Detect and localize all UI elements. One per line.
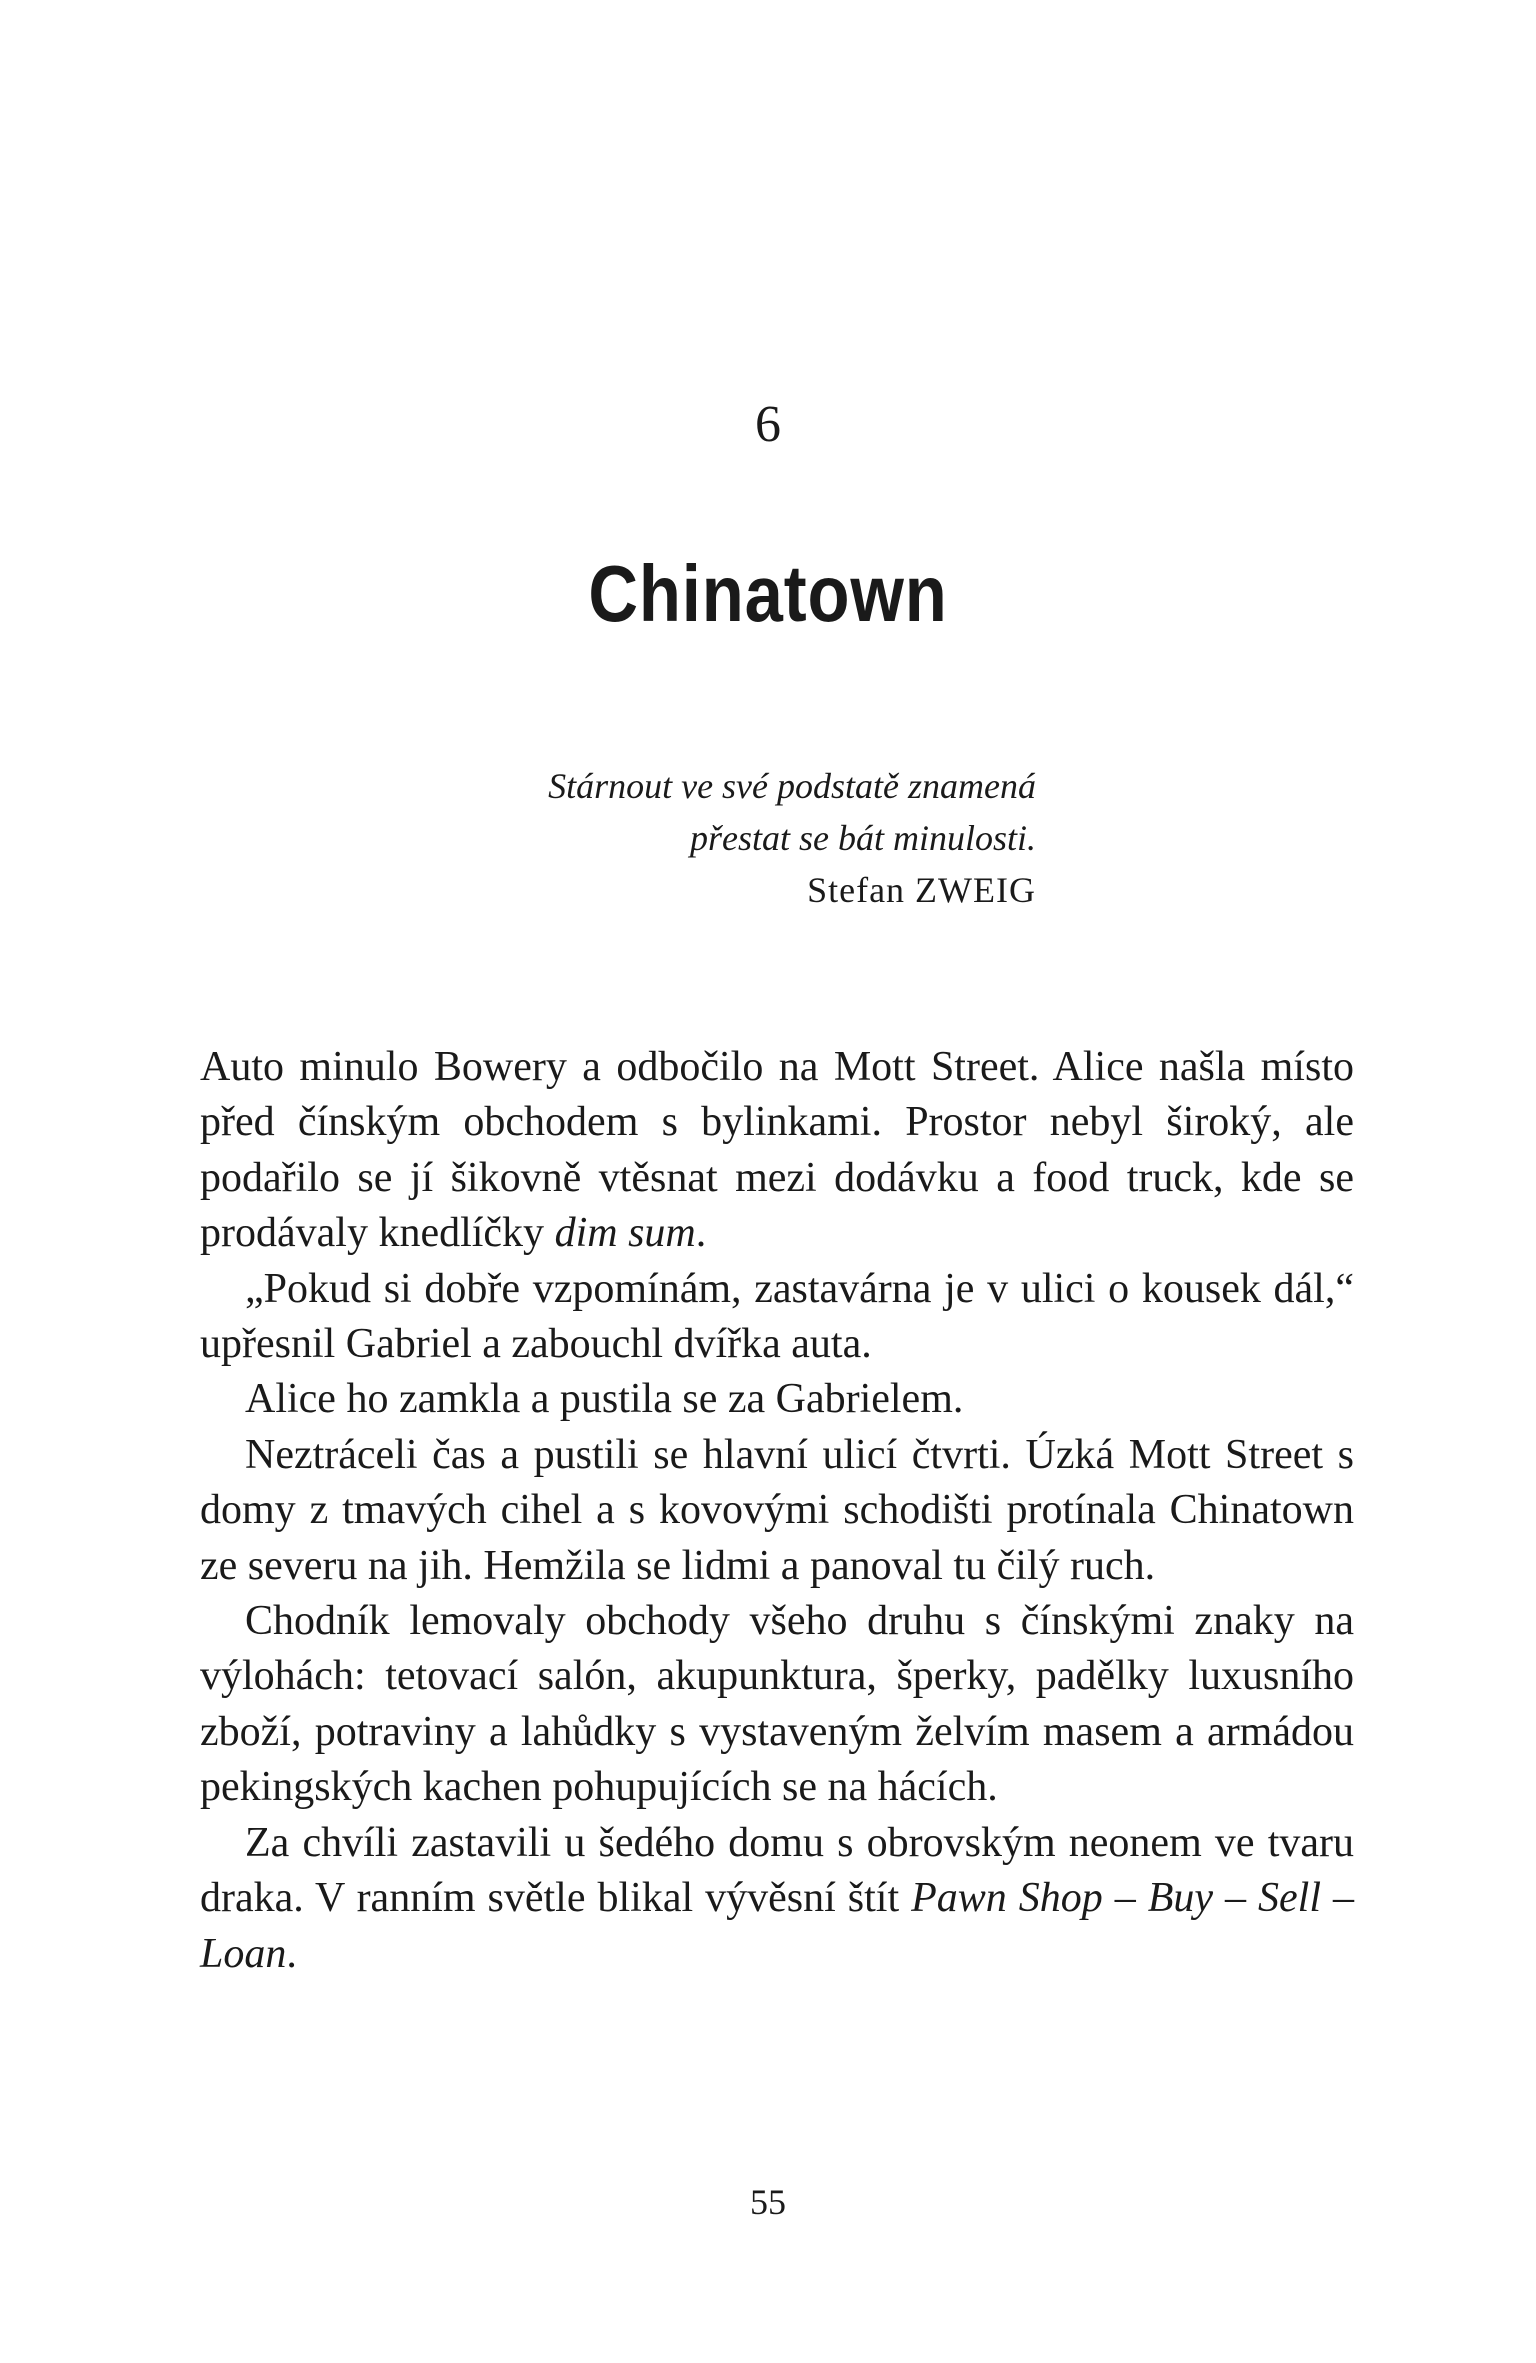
paragraph: „Pokud si dobře vzpomínám, zastavárna je v ulici o kousek dál,“ upřesnil Gabriel a zabouchl dvířka auta.	[200, 1265, 1354, 1368]
chapter-body	[200, 1040, 1354, 1982]
paragraph	[200, 1816, 1354, 1982]
paragraph: Alice ho zamkla a pustila se za Gabrielem.	[245, 1376, 964, 1423]
page-number: 55	[750, 2182, 786, 2222]
epigraph-author: Stefan ZWEIG	[807, 870, 1036, 910]
paragraph-text: Auto minulo Bowery a odbočilo na Mott Street. Alice našla místo před čínským obchodem s bylinkami. Prostor nebyl široký, ale podařilo se jí šikovně vtěsnat mezi dodávku a food truck, kde se prodávaly knedlíčky	[200, 1044, 1354, 1257]
italic-sign-text: Pawn Shop – Buy – Sell – Loan	[200, 1875, 1354, 1977]
chapter-title: Chinatown	[588, 549, 948, 638]
epigraph	[548, 760, 1036, 916]
paragraph	[200, 1040, 1354, 1262]
epigraph-line: Stárnout ve své podstatě znamená	[548, 766, 1036, 806]
paragraph-text: .	[695, 1210, 707, 1257]
epigraph-line: přestat se bát minulosti.	[689, 818, 1036, 858]
italic-term: dim sum	[554, 1210, 696, 1257]
paragraph: Neztráceli čas a pustili se hlavní ulicí čtvrti. Úzká Mott Street s domy z tmavých cihel a s kovovými schodišti protínala Chinatown ze severu na jih. Hemžila se lidmi a panoval tu čilý ruch.	[200, 1431, 1354, 1589]
paragraph: Chodník lemovaly obchody všeho druhu s čínskými znaky na výlohách: tetovací salón, akupunktura, šperky, padělky luxusního zboží, potraviny a lahůdky s vystaveným želvím masem a armádou pekingských kachen pohupujících se na hácích.	[200, 1598, 1354, 1811]
chapter-number: 6	[755, 396, 781, 453]
paragraph-text: .	[286, 1930, 297, 1977]
paragraph-text: Za chvíli zastavili u šedého domu s obrovským neonem ve tvaru draka. V ranním světle blikal vývěsní štít	[200, 1819, 1354, 1922]
